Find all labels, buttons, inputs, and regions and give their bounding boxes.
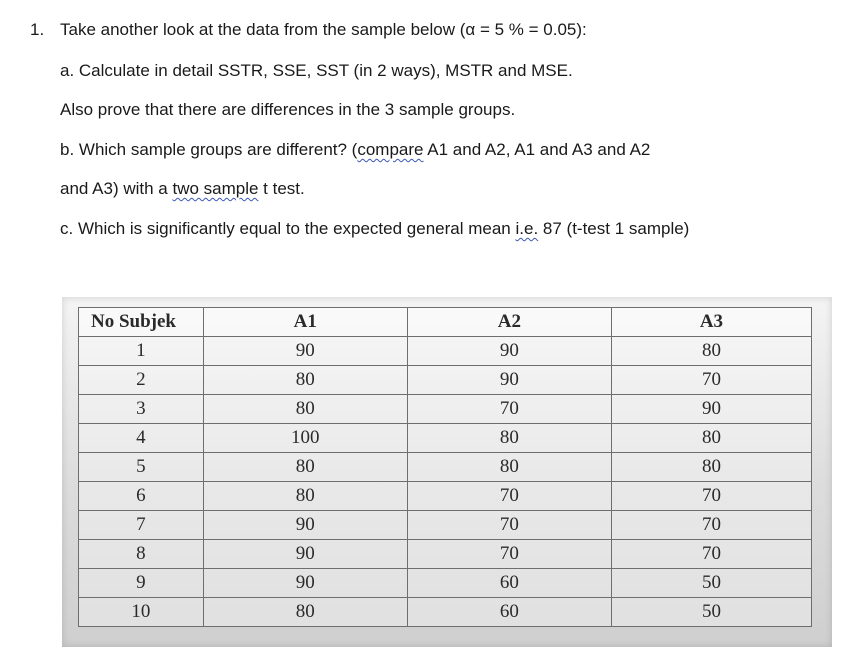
table-cell: 80 [611, 453, 811, 482]
part-c-suffix: 87 (t-test 1 sample) [538, 219, 690, 238]
table-cell: 90 [203, 569, 407, 598]
table-cell: 80 [611, 424, 811, 453]
table-row [79, 366, 812, 395]
table-row [79, 598, 812, 627]
table-cell: 7 [79, 511, 204, 540]
sample-data-table [78, 307, 812, 627]
table-cell: 80 [611, 337, 811, 366]
table-cell: 70 [611, 511, 811, 540]
table-cell: 70 [407, 540, 611, 569]
part-b2-spellcheck-word: two sample [172, 179, 259, 198]
table-cell: 90 [203, 511, 407, 540]
part-b [60, 140, 650, 160]
table-cell: 90 [203, 337, 407, 366]
table-cell: 5 [79, 453, 204, 482]
part-c-spellcheck-word: i.e. [515, 219, 539, 238]
table-cell: 80 [203, 366, 407, 395]
question-intro: Take another look at the data from the sample below (α = 5 % = 0.05): [60, 20, 587, 39]
part-a: a. Calculate in detail SSTR, SSE, SST (in 2 ways), MSTR and MSE. [60, 61, 573, 80]
header-a2: A2 [407, 308, 611, 337]
part-c-prefix: c. Which is significantly equal to the expected general mean [60, 219, 516, 238]
table-cell: 90 [407, 337, 611, 366]
part-c [60, 219, 689, 239]
table-cell: 60 [407, 569, 611, 598]
table-cell: 70 [611, 540, 811, 569]
part-b-continued [60, 179, 305, 199]
header-a3: A3 [611, 308, 811, 337]
table-cell: 10 [79, 598, 204, 627]
table-cell: 70 [407, 482, 611, 511]
table-cell: 70 [407, 511, 611, 540]
table-cell: 90 [203, 540, 407, 569]
table-cell: 80 [407, 424, 611, 453]
part-a-continued: Also prove that there are differences in the 3 sample groups. [60, 100, 516, 119]
table-cell: 80 [203, 598, 407, 627]
table-cell: 70 [611, 366, 811, 395]
question-number: 1. [30, 20, 45, 39]
table-cell: 70 [611, 482, 811, 511]
table-cell: 80 [203, 482, 407, 511]
table-row [79, 482, 812, 511]
table-cell: 2 [79, 366, 204, 395]
table-cell: 4 [79, 424, 204, 453]
table-cell: 80 [203, 453, 407, 482]
table-cell: 6 [79, 482, 204, 511]
table-cell: 90 [407, 366, 611, 395]
table-row [79, 424, 812, 453]
table-row [79, 453, 812, 482]
table-cell: 90 [611, 395, 811, 424]
table-cell: 8 [79, 540, 204, 569]
table-cell: 9 [79, 569, 204, 598]
table-cell: 3 [79, 395, 204, 424]
header-a1: A1 [203, 308, 407, 337]
part-b-suffix: A1 and A2, A1 and A3 and A2 [423, 140, 651, 159]
table-cell: 80 [203, 395, 407, 424]
part-b-prefix: b. Which sample groups are different? ( [60, 140, 358, 159]
table-row [79, 511, 812, 540]
part-b2-prefix: and A3) with a [60, 179, 173, 198]
table-cell: 60 [407, 598, 611, 627]
data-table-image [62, 297, 832, 647]
table-cell: 50 [611, 569, 811, 598]
header-no-subjek: No Subjek [79, 308, 204, 337]
table-row [79, 540, 812, 569]
table-row [79, 395, 812, 424]
table-cell: 100 [203, 424, 407, 453]
table-cell: 80 [407, 453, 611, 482]
table-cell: 70 [407, 395, 611, 424]
table-cell: 50 [611, 598, 811, 627]
table-cell: 1 [79, 337, 204, 366]
part-b2-suffix: t test. [258, 179, 305, 198]
table-header-row [79, 308, 812, 337]
table-row [79, 337, 812, 366]
table-row [79, 569, 812, 598]
part-b-spellcheck-word: compare [357, 140, 424, 159]
